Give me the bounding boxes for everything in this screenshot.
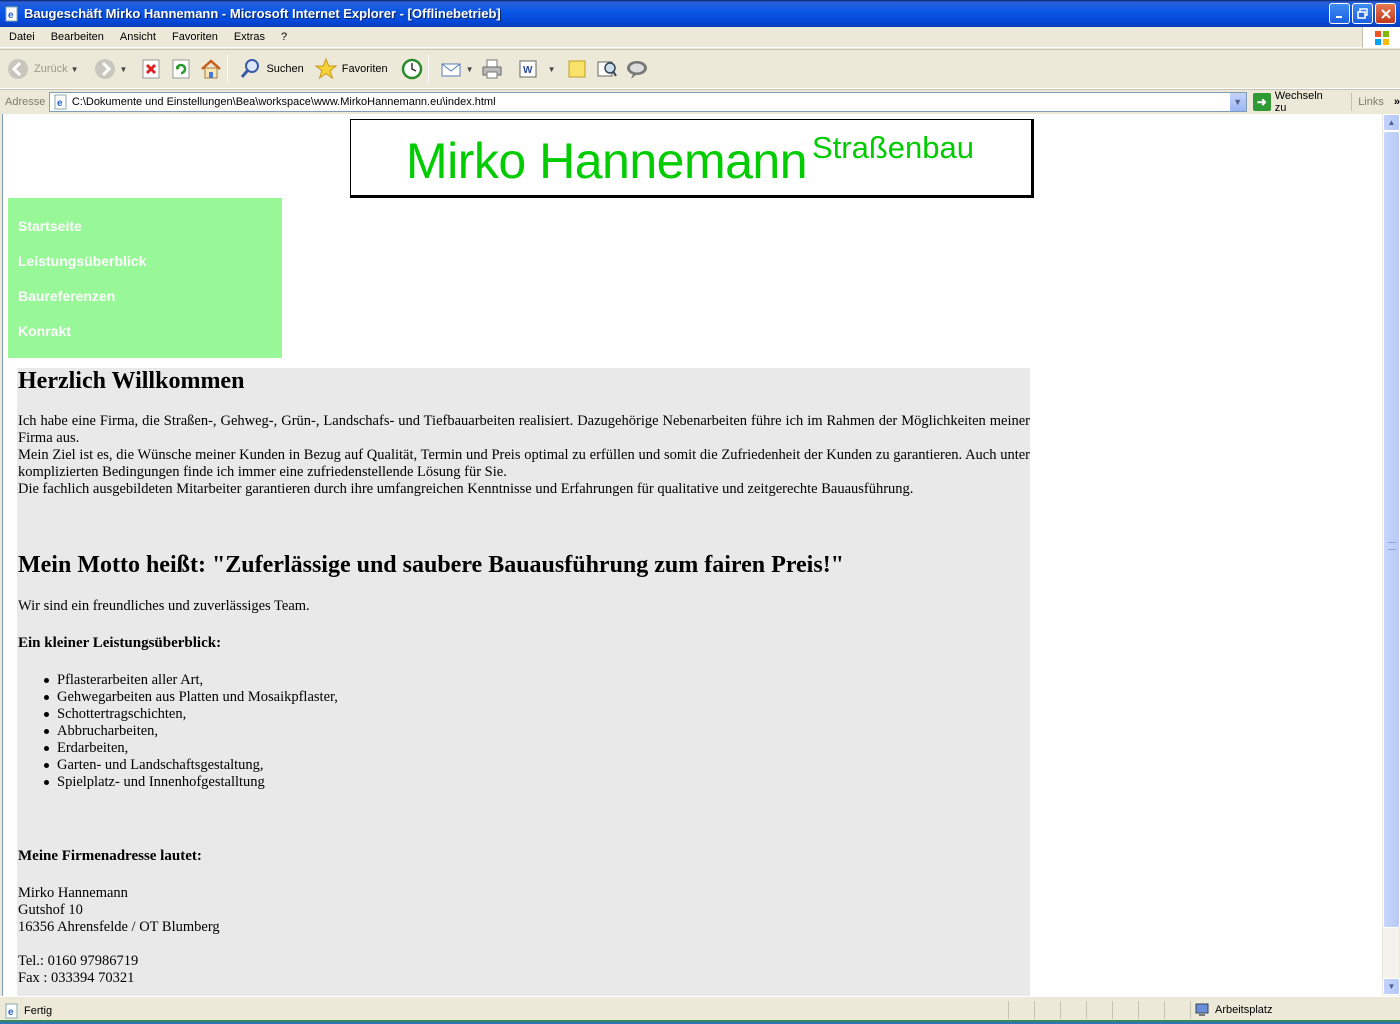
back-button[interactable] — [6, 51, 79, 87]
back-dropdown-icon[interactable]: ▼ — [70, 64, 79, 74]
svg-text:e: e — [8, 9, 14, 21]
intro-paragraph: Die fachlich ausgebildeten Mitarbeiter garantieren durch ihre umfangreichen Kenntnisse und Erfahrungen für qualitative und zeitgerechte Bauausführung. — [18, 481, 914, 497]
standard-toolbar — [0, 49, 1400, 89]
zone-label: Arbeitsplatz — [1215, 1004, 1273, 1016]
welcome-heading: Herzlich Willkommen — [18, 368, 245, 394]
site-title: Mirko Hannemann — [406, 133, 808, 189]
menu-bearbeiten[interactable]: Bearbeiten — [50, 31, 104, 43]
search-label: Suchen — [266, 63, 304, 75]
close-icon — [1381, 9, 1391, 19]
nav-link-kontakt[interactable]: Konrakt — [18, 323, 71, 339]
address-line: Gutshof 10 — [18, 902, 83, 918]
status-cell — [1060, 1001, 1086, 1019]
page-icon — [53, 94, 69, 110]
scroll-thumb[interactable] — [1383, 131, 1400, 928]
status-cell — [1164, 1001, 1190, 1019]
address-bar — [0, 89, 1400, 113]
status-cell — [1112, 1001, 1138, 1019]
mail-dropdown-icon[interactable]: ▼ — [465, 64, 474, 74]
favorites-label: Favoriten — [341, 63, 388, 75]
ie-page-icon — [4, 6, 20, 22]
site-nav — [8, 198, 282, 358]
nav-link-baureferenzen[interactable]: Baureferenzen — [18, 288, 116, 304]
research-button[interactable] — [595, 51, 619, 87]
status-cells — [1008, 1001, 1190, 1019]
company-address — [18, 885, 220, 936]
contact-numbers — [18, 953, 138, 987]
address-line: 16356 Ahrensfelde / OT Blumberg — [18, 919, 220, 935]
word-edit-icon — [516, 57, 540, 81]
home-button[interactable] — [199, 51, 223, 87]
status-cell — [1034, 1001, 1060, 1019]
windows-logo — [1362, 27, 1400, 48]
back-label: Zurück — [34, 63, 68, 75]
scroll-down-icon[interactable]: ▼ — [1383, 978, 1400, 995]
toolbar-separator — [428, 55, 429, 83]
refresh-button[interactable] — [169, 51, 193, 87]
print-button[interactable] — [480, 51, 504, 87]
address-input[interactable] — [49, 92, 1247, 112]
services-list — [44, 672, 338, 791]
address-heading: Meine Firmenadresse lautet: — [18, 848, 202, 864]
fax-number: Fax : 033394 70321 — [18, 970, 135, 986]
nav-link-startseite[interactable]: Startseite — [18, 218, 82, 234]
nav-link-leistungsueberblick[interactable]: Leistungsüberblick — [18, 253, 147, 269]
refresh-icon — [169, 57, 193, 81]
printer-icon — [480, 57, 504, 81]
links-button[interactable] — [1351, 93, 1400, 111]
motto-heading: Mein Motto heißt: "Zuferlässige und saubere Bauausführung zum fairen Preis!" — [18, 552, 845, 578]
stop-icon — [139, 57, 163, 81]
team-text: Wir sind ein freundliches und zuverlässiges Team. — [18, 598, 310, 614]
back-arrow-icon — [6, 57, 30, 81]
services-heading: Ein kleiner Leistungsüberblick: — [18, 635, 222, 651]
forward-arrow-icon — [93, 57, 117, 81]
go-arrow-icon: ➜ — [1253, 93, 1271, 111]
note-icon — [565, 57, 589, 81]
svg-text:e: e — [8, 1006, 14, 1018]
status-text: Fertig — [24, 1004, 53, 1017]
svg-text:e: e — [56, 97, 63, 109]
address-label: Adresse — [5, 95, 46, 108]
forward-button[interactable] — [93, 51, 128, 87]
intro-text — [18, 413, 1030, 498]
star-icon — [314, 57, 338, 81]
address-line: Mirko Hannemann — [18, 885, 128, 901]
go-button[interactable] — [1253, 90, 1337, 114]
list-item: Pflasterarbeiten aller Art, — [44, 672, 338, 689]
list-item: Erdarbeiten, — [44, 740, 338, 757]
research-icon — [595, 57, 619, 81]
edit-dropdown-icon[interactable]: ▼ — [547, 64, 556, 74]
toolbar-separator — [227, 55, 228, 83]
menu-extras[interactable]: Extras — [233, 31, 266, 43]
forward-dropdown-icon[interactable]: ▼ — [119, 64, 128, 74]
computer-icon — [1195, 1003, 1209, 1017]
speech-bubble-icon — [625, 57, 649, 81]
intro-paragraph: Ich habe eine Firma, die Straßen-, Gehweg-, Grün-, Landschafs- und Tiefbauarbeiten realisiert. Dazugehörige Nebenarbeiten führe ich im Rahmen der Möglichkeiten meiner Firma aus. — [18, 413, 1030, 446]
menu-help[interactable]: ? — [281, 31, 288, 43]
search-icon — [238, 57, 262, 81]
favorites-button[interactable] — [314, 51, 388, 87]
links-label: Links — [1358, 95, 1384, 108]
status-cell — [1086, 1001, 1112, 1019]
phone-number: Tel.: 0160 97986719 — [18, 953, 139, 969]
list-item: Garten- und Landschaftsgestaltung, — [44, 757, 338, 774]
home-icon — [199, 57, 223, 81]
restore-button[interactable] — [1352, 3, 1373, 24]
status-cell — [1138, 1001, 1164, 1019]
menu-ansicht[interactable]: Ansicht — [119, 31, 156, 43]
edit-button[interactable] — [516, 51, 556, 87]
scroll-up-icon[interactable]: ▲ — [1383, 114, 1400, 131]
list-item: Schottertragschichten, — [44, 706, 338, 723]
go-label: Wechseln zu — [1274, 89, 1323, 114]
scroll-grip — [1388, 542, 1396, 550]
menu-favoriten[interactable]: Favoriten — [171, 31, 218, 43]
list-item: Spielplatz- und Innenhofgestalltung — [44, 774, 338, 791]
list-item: Gehwegarbeiten aus Platten und Mosaikpflaster, — [44, 689, 338, 706]
address-url: C:\Dokumente und Einstellungen\Bea\workspace\www.MirkoHannemann.eu\index.html — [71, 95, 496, 108]
taskbar-edge — [0, 1020, 1400, 1024]
page-viewport — [2, 114, 1382, 996]
history-icon — [400, 57, 424, 81]
site-header — [350, 119, 1034, 198]
menubar — [0, 27, 1400, 48]
minimize-button[interactable] — [1329, 3, 1350, 24]
page-status-icon — [4, 1003, 20, 1019]
discuss-button[interactable] — [565, 51, 589, 87]
security-zone — [1190, 1001, 1400, 1019]
vertical-scrollbar[interactable] — [1382, 114, 1399, 996]
minimize-icon — [1335, 9, 1345, 19]
chevron-right-icon: » — [1393, 95, 1400, 108]
search-button[interactable] — [238, 51, 303, 87]
site-subtitle: Straßenbau — [812, 130, 974, 165]
window-titlebar — [0, 0, 1400, 27]
main-content — [17, 368, 1030, 996]
menu-datei[interactable]: Datei — [9, 31, 35, 43]
status-cell — [1008, 1001, 1034, 1019]
messenger-button[interactable] — [625, 51, 649, 87]
mail-icon — [439, 57, 463, 81]
svg-text:W: W — [522, 65, 533, 76]
history-button[interactable] — [400, 51, 424, 87]
stop-button[interactable] — [139, 51, 163, 87]
address-dropdown-icon[interactable]: ▼ — [1229, 93, 1246, 111]
list-item: Abbrucharbeiten, — [44, 723, 338, 740]
intro-paragraph: Mein Ziel ist es, die Wünsche meiner Kunden in Bezug auf Qualität, Termin und Preis optimal zu erfüllen und somit die Zufriedenheit der Kunden zu garantieren. Auch unter komplizierten Bedingungen finde ich immer eine zufriedenstellende Lösung für Sie. — [18, 447, 1030, 480]
mail-button[interactable] — [439, 51, 474, 87]
windows-flag-icon — [1373, 29, 1391, 47]
window-title: Baugeschäft Mirko Hannemann - Microsoft Internet Explorer - [Offlinebetrieb] — [24, 6, 501, 21]
restore-icon — [1357, 8, 1368, 19]
close-button[interactable] — [1375, 3, 1396, 24]
